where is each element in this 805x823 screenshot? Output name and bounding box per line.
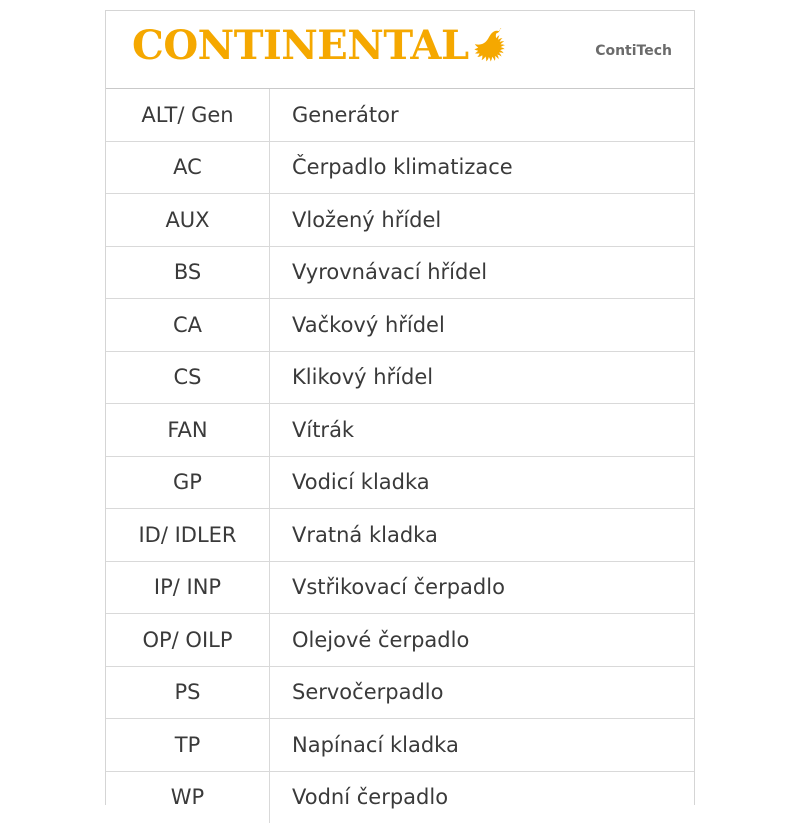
description-cell xyxy=(270,246,695,299)
brand-wordmark: CONTINENTAL xyxy=(132,22,469,69)
code-cell xyxy=(106,351,270,404)
description-cell xyxy=(270,141,695,194)
code-text: CS xyxy=(173,365,202,390)
table-row xyxy=(106,299,694,352)
code-text: ALT/ Gen xyxy=(141,102,234,127)
description-cell xyxy=(270,299,695,352)
description-text: Vodicí kladka xyxy=(292,470,430,495)
code-text: BS xyxy=(173,260,202,285)
table-row xyxy=(106,719,694,772)
description-cell xyxy=(270,666,695,719)
table-row xyxy=(106,351,694,404)
brand-header xyxy=(106,11,694,89)
description-text: Vačkový hřídel xyxy=(292,312,445,337)
code-cell xyxy=(106,141,270,194)
description-text: Vratná kladka xyxy=(292,522,438,547)
description-cell xyxy=(270,614,695,667)
code-text: PS xyxy=(174,680,201,705)
table-row xyxy=(106,89,694,141)
table-row xyxy=(106,246,694,299)
table-row xyxy=(106,194,694,247)
abbreviation-table xyxy=(106,89,694,823)
code-text: WP xyxy=(170,785,205,810)
description-text: Generátor xyxy=(292,102,399,127)
description-cell xyxy=(270,194,695,247)
description-cell xyxy=(270,456,695,509)
code-cell xyxy=(106,561,270,614)
table-row xyxy=(106,509,694,562)
code-text: CA xyxy=(172,312,203,337)
description-text: Vítrák xyxy=(292,417,355,442)
description-text: Servočerpadlo xyxy=(292,680,444,705)
code-text: AUX xyxy=(165,207,210,232)
table-row xyxy=(106,771,694,823)
code-cell xyxy=(106,614,270,667)
description-text: Vložený hřídel xyxy=(292,207,442,232)
code-cell xyxy=(106,719,270,772)
continental-logo xyxy=(132,24,513,74)
code-cell xyxy=(106,771,270,823)
code-text: ID/ IDLER xyxy=(138,522,237,547)
prancing-horse-icon xyxy=(471,26,513,74)
description-text: Olejové čerpadlo xyxy=(292,627,470,652)
code-text: OP/ OILP xyxy=(142,627,233,652)
table-row xyxy=(106,141,694,194)
description-cell xyxy=(270,561,695,614)
table-row xyxy=(106,614,694,667)
description-text: Vstřikovací čerpadlo xyxy=(292,575,505,600)
code-text: GP xyxy=(173,470,202,495)
code-cell xyxy=(106,666,270,719)
code-cell xyxy=(106,456,270,509)
description-cell xyxy=(270,404,695,457)
table-row xyxy=(106,666,694,719)
table-row xyxy=(106,561,694,614)
contitech-sub-brand: ContiTech xyxy=(595,43,672,59)
code-text: TP xyxy=(174,732,201,757)
description-cell xyxy=(270,351,695,404)
table-row xyxy=(106,456,694,509)
description-cell xyxy=(270,89,695,141)
description-cell xyxy=(270,509,695,562)
code-text: AC xyxy=(173,155,202,180)
description-text: Vyrovnávací hřídel xyxy=(292,260,488,285)
description-cell xyxy=(270,719,695,772)
description-text: Vodní čerpadlo xyxy=(292,785,449,810)
code-cell xyxy=(106,299,270,352)
code-cell xyxy=(106,89,270,141)
code-cell xyxy=(106,246,270,299)
description-text: Napínací kladka xyxy=(292,732,459,757)
description-text: Čerpadlo klimatizace xyxy=(292,155,513,180)
code-text: IP/ INP xyxy=(153,575,222,600)
description-cell xyxy=(270,771,695,823)
code-cell xyxy=(106,404,270,457)
description-text: Klikový hřídel xyxy=(292,365,434,390)
code-cell xyxy=(106,509,270,562)
code-text: FAN xyxy=(167,417,208,442)
code-cell xyxy=(106,194,270,247)
abbreviation-sheet xyxy=(105,10,695,810)
table-row xyxy=(106,404,694,457)
